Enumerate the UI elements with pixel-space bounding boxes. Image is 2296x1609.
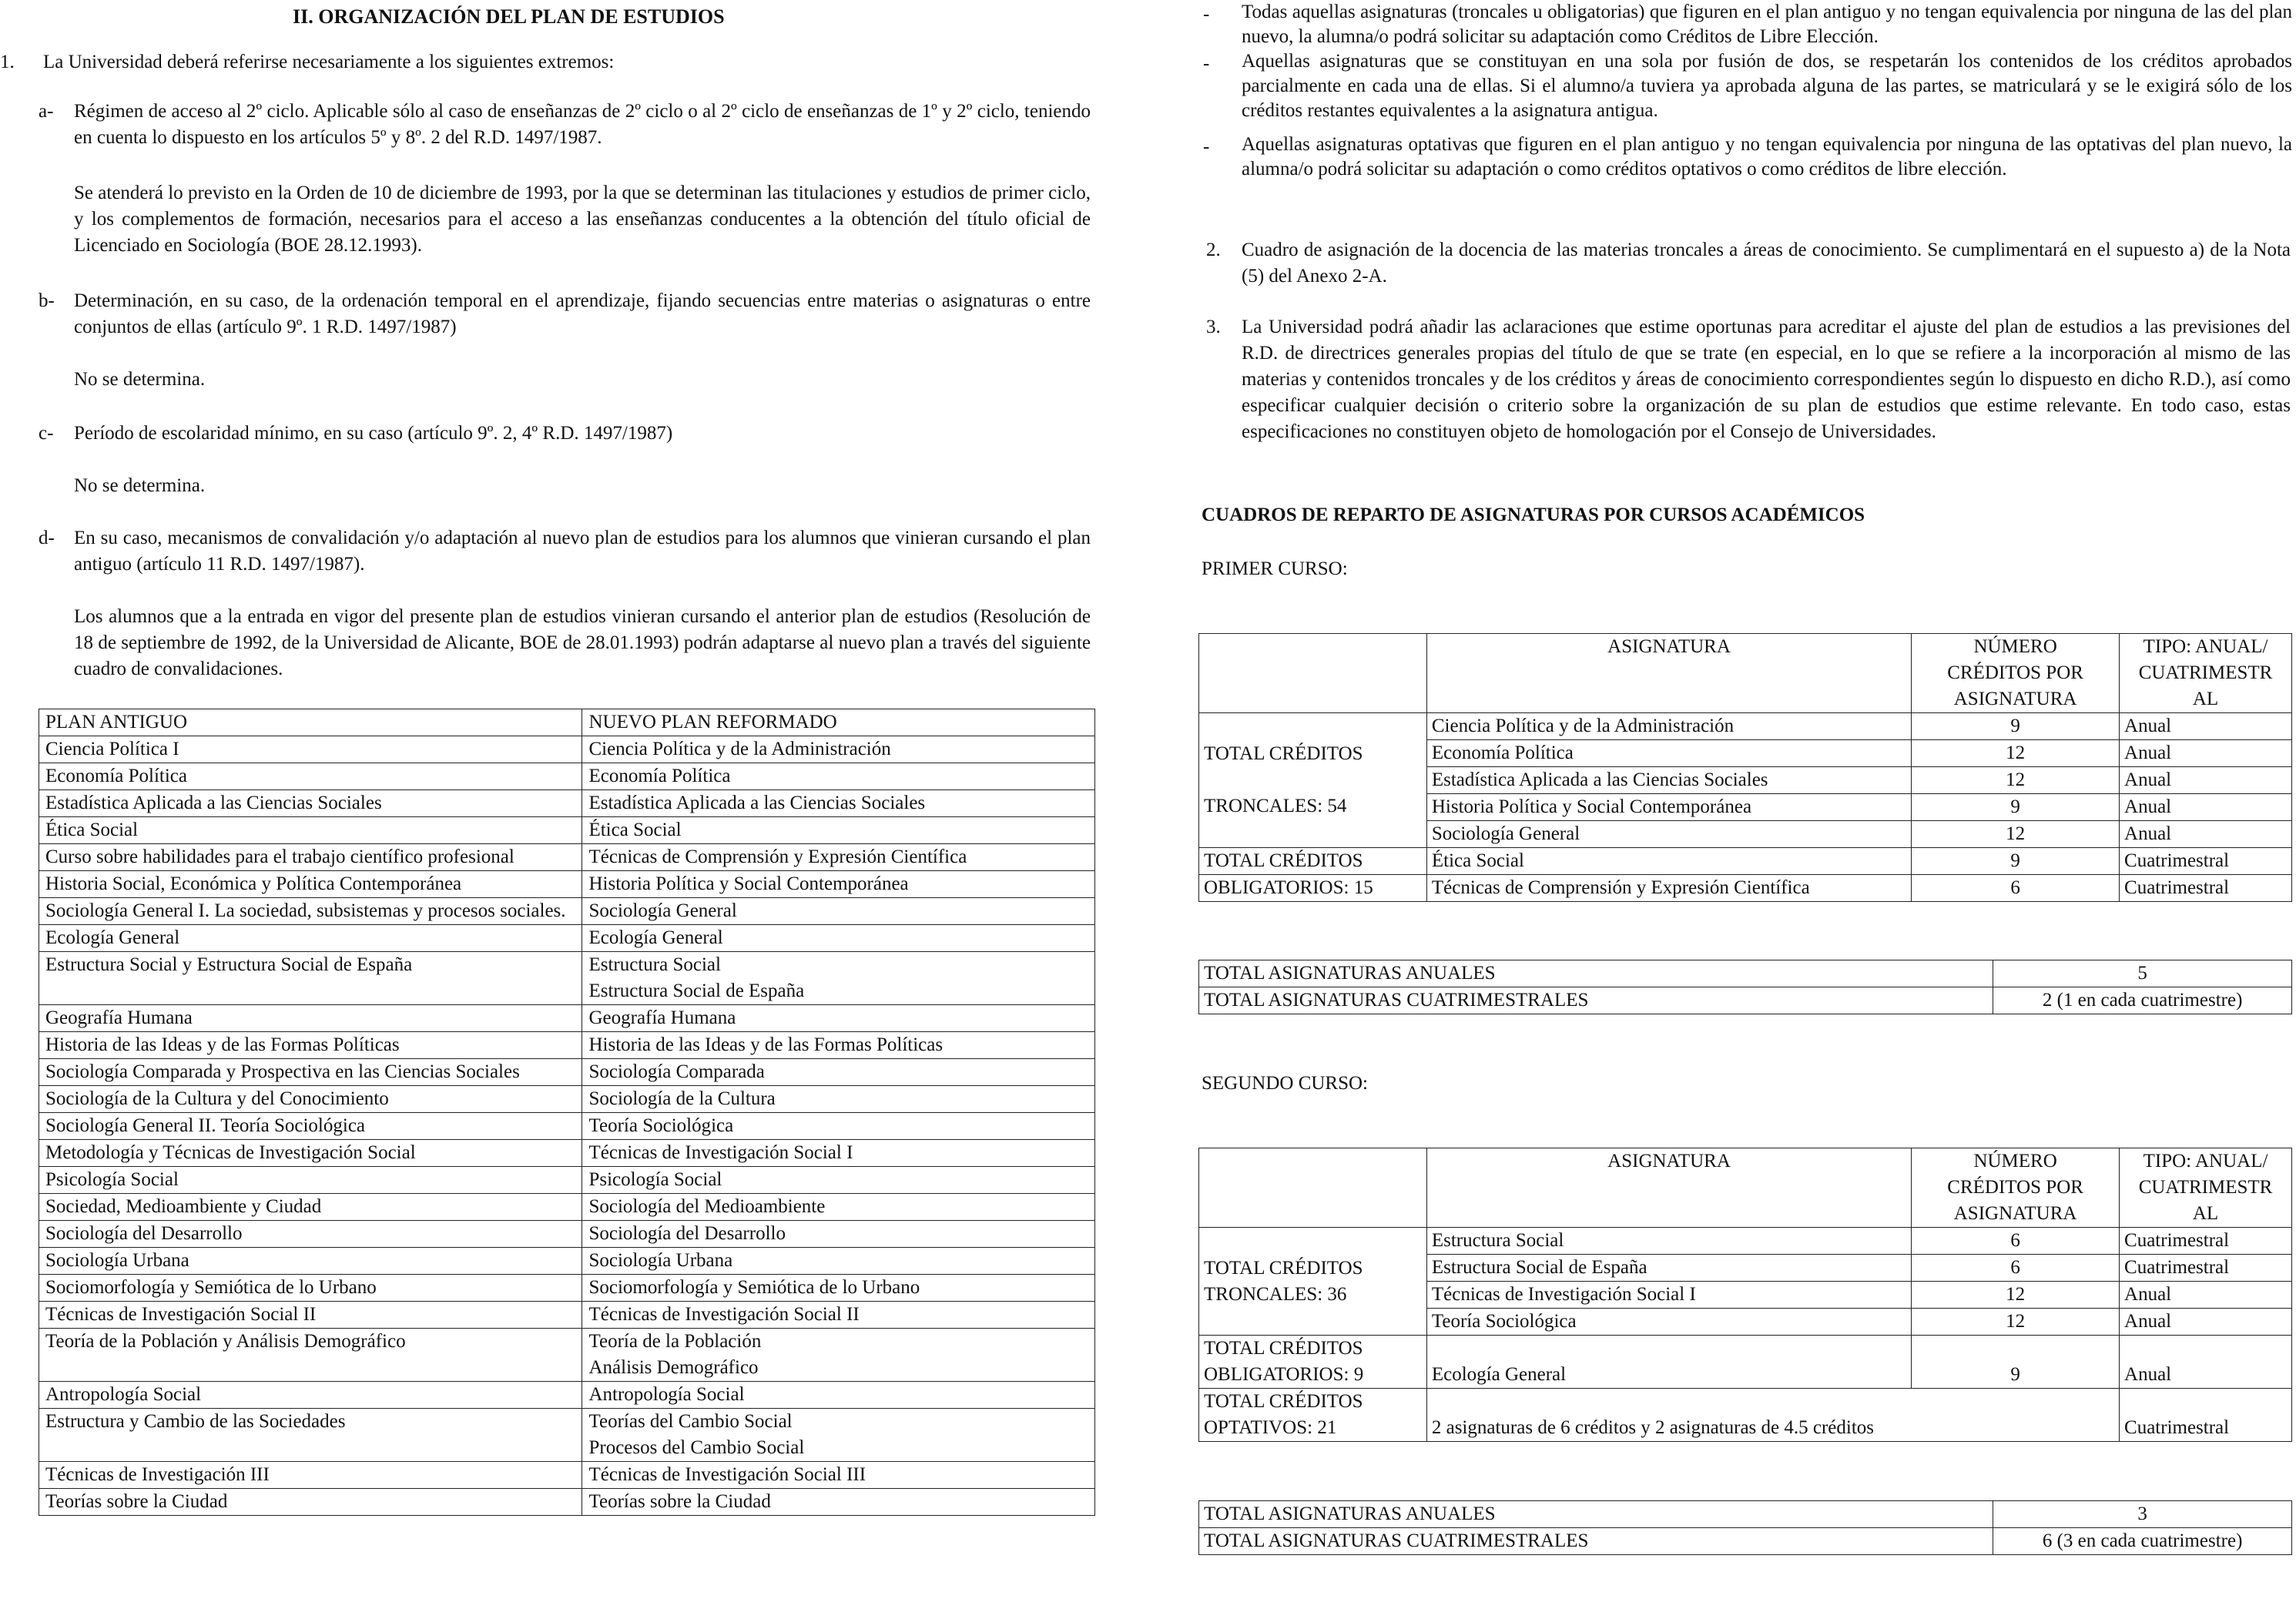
convalidation-row xyxy=(39,1409,1095,1462)
type-value: Anual xyxy=(2120,1309,2292,1336)
item-b-text: Determinación, en su caso, de la ordenación temporal en el aprendizaje, fijando secuencias entre materias o asignaturas o entre conjuntos de ellas (artículo 9º. 1 R.D. 1497/1987) xyxy=(74,290,1091,337)
header-nuevo-plan: NUEVO PLAN REFORMADO xyxy=(582,709,1095,736)
nuevo-plan-cell: Ecología General xyxy=(582,925,1095,952)
item-1-text: La Universidad deberá referirse necesariamente a los siguientes extremos: xyxy=(43,52,615,72)
nuevo-plan-cell: Técnicas de Comprensión y Expresión Científica xyxy=(582,844,1095,871)
type-value: Anual xyxy=(2120,713,2292,740)
summary-row-anuales xyxy=(1199,1501,2292,1528)
summary-row-cuatrimestrales xyxy=(1199,1528,2292,1555)
subject-name: Economía Política xyxy=(1426,740,1911,767)
type-value: Anual xyxy=(2120,767,2292,794)
plan-antiguo-cell: Ética Social xyxy=(39,817,582,844)
header-asignatura: ASIGNATURA xyxy=(1426,634,1911,713)
convalidation-row xyxy=(39,1140,1095,1167)
convalidation-row xyxy=(39,1248,1095,1275)
troncales-value: TRONCALES: 36 xyxy=(1204,1283,1347,1305)
nuevo-plan-cell: Sociología General xyxy=(582,898,1095,925)
type-value: Cuatrimestral xyxy=(2120,1228,2292,1255)
troncales-group-cell xyxy=(1199,1228,1427,1336)
convalidation-table xyxy=(39,709,1095,1516)
convalidation-row xyxy=(39,844,1095,871)
section-title: II. ORGANIZACIÓN DEL PLAN DE ESTUDIOS xyxy=(293,5,725,28)
subject-name: Estructura Social de España xyxy=(1426,1255,1911,1282)
nuevo-plan-cell: Ciencia Política y de la Administración xyxy=(582,736,1095,763)
plan-antiguo-cell: Ciencia Política I xyxy=(39,736,582,763)
header-empty-cell xyxy=(1199,634,1427,713)
convalidation-row xyxy=(39,1489,1095,1516)
cuadros-title: CUADROS DE REPARTO DE ASIGNATURAS POR CURSOS ACADÉMICOS xyxy=(1202,504,1865,525)
credits-value: 9 xyxy=(1912,794,2120,821)
plan-antiguo-cell: Ecología General xyxy=(39,925,582,952)
summary-anuales-label: TOTAL ASIGNATURAS ANUALES xyxy=(1199,1501,1993,1528)
item-3-number: 3. xyxy=(1206,317,1221,337)
convalidation-row xyxy=(39,898,1095,925)
obligatorios-group-cell xyxy=(1199,1336,1427,1389)
nuevo-plan-cell: Sociología Urbana xyxy=(582,1248,1095,1275)
type-value: Anual xyxy=(2120,821,2292,848)
credits-value: 12 xyxy=(1912,740,2120,767)
table-header-row xyxy=(1199,1148,2292,1228)
item-c-marker: c- xyxy=(39,423,54,444)
subject-name: Sociología General xyxy=(1426,821,1911,848)
subject-name: Ecología General xyxy=(1426,1336,1911,1389)
plan-antiguo-cell: Estadística Aplicada a las Ciencias Sociales xyxy=(39,790,582,817)
type-value: Cuatrimestral xyxy=(2120,1389,2292,1442)
plan-antiguo-cell: Metodología y Técnicas de Investigación Social xyxy=(39,1140,582,1167)
troncales-value: TRONCALES: 54 xyxy=(1204,796,1347,816)
convalidation-row xyxy=(39,763,1095,790)
convalidation-row xyxy=(39,1221,1095,1248)
subject-name: Técnicas de Investigación Social I xyxy=(1426,1282,1911,1309)
primer-curso-summary xyxy=(1198,960,2292,1014)
header-empty-cell xyxy=(1199,1148,1427,1228)
segundo-curso-summary xyxy=(1198,1500,2292,1555)
plan-antiguo-cell: Teorías sobre la Ciudad xyxy=(39,1489,582,1516)
subject-name: Estadística Aplicada a las Ciencias Sociales xyxy=(1426,767,1911,794)
nuevo-plan-cell: Historia de las Ideas y de las Formas Políticas xyxy=(582,1032,1095,1059)
credits-value: 9 xyxy=(1912,1336,2120,1389)
nuevo-plan-cell: Teorías sobre la Ciudad xyxy=(582,1489,1095,1516)
nuevo-plan-cell: Sociología de la Cultura xyxy=(582,1086,1095,1113)
item-d-paragraph: Los alumnos que a la entrada en vigor del presente plan de estudios vinieran cursando el anterior plan de estudios (Resolución de 18 de septiembre de 1992, de la Universidad de Alicante, BOE de 28.01.1993) podrán adaptarse al nuevo plan a través del siguiente cuadro de convalidaciones. xyxy=(74,606,1091,679)
course-row xyxy=(1199,713,2292,740)
credits-value: 12 xyxy=(1912,1282,2120,1309)
type-value: Cuatrimestral xyxy=(2120,875,2292,902)
plan-antiguo-cell: Estructura Social y Estructura Social de España xyxy=(39,952,582,1005)
header-numero-creditos: NÚMERO CRÉDITOS POR ASIGNATURA xyxy=(1912,634,2120,713)
nuevo-plan-cell: Teoría de la Población Análisis Demográfico xyxy=(582,1329,1095,1382)
table-header-row xyxy=(1199,634,2292,713)
credits-value: 12 xyxy=(1912,1309,2120,1336)
convalidation-row xyxy=(39,736,1095,763)
primer-curso-label: PRIMER CURSO: xyxy=(1202,558,1348,579)
segundo-curso-label: SEGUNDO CURSO: xyxy=(1202,1073,1369,1094)
segundo-curso-table xyxy=(1198,1148,2292,1442)
obligatorios-value: OBLIGATORIOS: 9 xyxy=(1204,1364,1364,1385)
header-numero-creditos: NÚMERO CRÉDITOS POR ASIGNATURA xyxy=(1912,1148,2120,1228)
item-c-text: Período de escolaridad mínimo, en su caso (artículo 9º. 2, 4º R.D. 1497/1987) xyxy=(74,423,673,444)
plan-antiguo-cell: Economía Política xyxy=(39,763,582,790)
nuevo-plan-cell: Técnicas de Investigación Social III xyxy=(582,1462,1095,1489)
nuevo-plan-cell: Ética Social xyxy=(582,817,1095,844)
subject-name: Teoría Sociológica xyxy=(1426,1309,1911,1336)
obligatorios-label: TOTAL CRÉDITOS xyxy=(1199,848,1427,875)
type-value: Anual xyxy=(2120,1336,2292,1389)
course-row xyxy=(1199,1336,2292,1389)
item-1-number: 1. xyxy=(0,52,15,72)
summary-anuales-label: TOTAL ASIGNATURAS ANUALES xyxy=(1199,960,1993,987)
nuevo-plan-cell: Sociología del Desarrollo xyxy=(582,1221,1095,1248)
convalidation-row xyxy=(39,1005,1095,1032)
nuevo-plan-cell: Teorías del Cambio Social Procesos del Cambio Social xyxy=(582,1409,1095,1462)
nuevo-plan-cell: Técnicas de Investigación Social II xyxy=(582,1302,1095,1329)
course-row xyxy=(1199,875,2292,902)
primer-curso-table xyxy=(1198,633,2292,902)
subject-name: 2 asignaturas de 6 créditos y 2 asignaturas de 4.5 créditos xyxy=(1426,1389,2119,1442)
convalidation-row xyxy=(39,1059,1095,1086)
plan-antiguo-cell: Técnicas de Investigación Social II xyxy=(39,1302,582,1329)
type-value: Cuatrimestral xyxy=(2120,848,2292,875)
summary-row-anuales xyxy=(1199,960,2292,987)
plan-antiguo-cell: Sociología del Desarrollo xyxy=(39,1221,582,1248)
plan-antiguo-cell: Sociomorfología y Semiótica de lo Urbano xyxy=(39,1275,582,1302)
obligatorios-label: TOTAL CRÉDITOS xyxy=(1204,1338,1363,1359)
item-d-marker: d- xyxy=(39,528,55,548)
header-asignatura: ASIGNATURA xyxy=(1426,1148,1911,1228)
summary-cuatrimestrales-label: TOTAL ASIGNATURAS CUATRIMESTRALES xyxy=(1199,987,1993,1014)
adaptation-rule-text: Aquellas asignaturas optativas que figuren en el plan antiguo y no tengan equivalencia por ninguna de las optativas del plan nuevo, la alumna/o podrá solicitar su adaptación o como créditos optativos o como créditos de libre elección. xyxy=(1242,134,2292,179)
nuevo-plan-cell: Historia Política y Social Contemporánea xyxy=(582,871,1095,898)
optativos-label: TOTAL CRÉDITOS xyxy=(1204,1391,1363,1412)
summary-cuatrimestrales-label: TOTAL ASIGNATURAS CUATRIMESTRALES xyxy=(1199,1528,1993,1555)
item-3-text: La Universidad podrá añadir las aclaraciones que estime oportunas para acreditar el ajuste del plan de estudios a las previsiones del R.D. de directrices generales propias del título de que se trate (en especial, en lo que se refiere a la incorporación al mismo de las materias y contenidos troncales y de los créditos y áreas de conocimiento correspondientes según lo dispuesto en dicho R.D.), así como especificar cualquier decisión o criterio sobre la organización de su plan de estudios que estime relevante. En todo caso, estas especificaciones no constituyen objeto de homologación por el Consejo de Universidades. xyxy=(1242,317,2291,442)
convalidation-row xyxy=(39,925,1095,952)
subject-name: Técnicas de Comprensión y Expresión Científica xyxy=(1426,875,1911,902)
convalidation-row xyxy=(39,1302,1095,1329)
summary-cuatrimestrales-value: 2 (1 en cada cuatrimestre) xyxy=(1993,987,2292,1014)
credits-value: 9 xyxy=(1912,713,2120,740)
nuevo-plan-cell: Antropología Social xyxy=(582,1382,1095,1409)
convalidation-row xyxy=(39,817,1095,844)
credits-value: 12 xyxy=(1912,821,2120,848)
item-2-number: 2. xyxy=(1206,240,1221,260)
credits-value: 12 xyxy=(1912,767,2120,794)
convalidation-row xyxy=(39,1382,1095,1409)
optativos-group-cell xyxy=(1199,1389,1427,1442)
plan-antiguo-cell: Sociología General I. La sociedad, subsistemas y procesos sociales. xyxy=(39,898,582,925)
convalidation-row xyxy=(39,1032,1095,1059)
type-value: Anual xyxy=(2120,1282,2292,1309)
item-b-marker: b- xyxy=(39,290,55,311)
convalidation-row xyxy=(39,952,1095,1005)
plan-antiguo-cell: Historia de las Ideas y de las Formas Políticas xyxy=(39,1032,582,1059)
credits-value: 6 xyxy=(1912,875,2120,902)
header-plan-antiguo: PLAN ANTIGUO xyxy=(39,709,582,736)
obligatorios-value: OBLIGATORIOS: 15 xyxy=(1199,875,1427,902)
type-value: Cuatrimestral xyxy=(2120,1255,2292,1282)
nuevo-plan-cell: Geografía Humana xyxy=(582,1005,1095,1032)
troncales-label: TOTAL CRÉDITOS xyxy=(1204,743,1363,764)
type-value: Anual xyxy=(2120,794,2292,821)
troncales-group-cell xyxy=(1199,713,1427,848)
plan-antiguo-cell: Geografía Humana xyxy=(39,1005,582,1032)
plan-antiguo-cell: Psicología Social xyxy=(39,1167,582,1194)
plan-antiguo-cell: Estructura y Cambio de las Sociedades xyxy=(39,1409,582,1462)
nuevo-plan-cell: Psicología Social xyxy=(582,1167,1095,1194)
adaptation-rule-text: Todas aquellas asignaturas (troncales u obligatorias) que figuren en el plan antiguo y no tengan equivalencia por ninguna de las del plan nuevo, la alumna/o podrá solicitar su adaptación como Créditos de Libre Elección. xyxy=(1242,2,2292,47)
subject-name: Ciencia Política y de la Administración xyxy=(1426,713,1911,740)
adaptation-rule-text: Aquellas asignaturas que se constituyan en una sola por fusión de dos, se respetarán los contenidos de los créditos aprobados parcialmente en cada una de ellas. Si el alumno/a tuviera ya aprobada alguna de las partes, se matriculará y se le exigirá sólo de los créditos restantes equivalentes a la asignatura antigua. xyxy=(1242,51,2292,121)
item-a-text: Régimen de acceso al 2º ciclo. Aplicable sólo al caso de enseñanzas de 2º ciclo o al 2º ciclo de enseñanzas de 1º y 2º ciclo, teniendo en cuenta lo dispuesto en los artículos 5º y 8º. 2 del R.D. 1497/1987. xyxy=(74,101,1091,148)
troncales-label: TOTAL CRÉDITOS xyxy=(1204,1257,1363,1279)
nuevo-plan-cell: Sociología del Medioambiente xyxy=(582,1194,1095,1221)
credits-value: 6 xyxy=(1912,1255,2120,1282)
optativos-value: OPTATIVOS: 21 xyxy=(1204,1417,1337,1438)
summary-cuatrimestrales-value: 6 (3 en cada cuatrimestre) xyxy=(1993,1528,2292,1555)
summary-anuales-value: 3 xyxy=(1993,1501,2292,1528)
convalidation-row xyxy=(39,1275,1095,1302)
header-tipo: TIPO: ANUAL/ CUATRIMESTR AL xyxy=(2120,1148,2292,1228)
type-value: Anual xyxy=(2120,740,2292,767)
convalidation-row xyxy=(39,1329,1095,1382)
course-row xyxy=(1199,848,2292,875)
plan-antiguo-cell: Sociología Urbana xyxy=(39,1248,582,1275)
nuevo-plan-cell: Sociomorfología y Semiótica de lo Urbano xyxy=(582,1275,1095,1302)
nuevo-plan-cell: Sociología Comparada xyxy=(582,1059,1095,1086)
convalidation-row xyxy=(39,1462,1095,1489)
credits-value: 9 xyxy=(1912,848,2120,875)
subject-name: Ética Social xyxy=(1426,848,1911,875)
dash-bullet: - xyxy=(1203,136,1210,157)
summary-anuales-value: 5 xyxy=(1993,960,2292,987)
convalidation-header-row xyxy=(39,709,1095,736)
convalidation-row xyxy=(39,1113,1095,1140)
nuevo-plan-cell: Teoría Sociológica xyxy=(582,1113,1095,1140)
item-a-paragraph: Se atenderá lo previsto en la Orden de 10 de diciembre de 1993, por la que se determinan las titulaciones y estudios de primer ciclo, y los complementos de formación, necesarios para el acceso a las enseñanzas conducentes a la obtención del título oficial de Licenciado en Sociología (BOE 28.12.1993). xyxy=(74,183,1091,256)
nuevo-plan-cell: Estadística Aplicada a las Ciencias Sociales xyxy=(582,790,1095,817)
convalidation-row xyxy=(39,1086,1095,1113)
plan-antiguo-cell: Técnicas de Investigación III xyxy=(39,1462,582,1489)
dash-bullet: - xyxy=(1203,53,1210,74)
convalidation-row xyxy=(39,790,1095,817)
nuevo-plan-cell: Técnicas de Investigación Social I xyxy=(582,1140,1095,1167)
dash-bullet: - xyxy=(1203,4,1210,25)
credits-value: 6 xyxy=(1912,1228,2120,1255)
plan-antiguo-cell: Antropología Social xyxy=(39,1382,582,1409)
item-d-text: En su caso, mecanismos de convalidación y/o adaptación al nuevo plan de estudios para los alumnos que vinieran cursando el plan antiguo (artículo 11 R.D. 1497/1987). xyxy=(74,528,1091,575)
convalidation-row xyxy=(39,1167,1095,1194)
item-2-text: Cuadro de asignación de la docencia de las materias troncales a áreas de conocimiento. Se cumplimentará en el supuesto a) de la Nota (5) del Anexo 2-A. xyxy=(1242,240,2291,287)
course-row xyxy=(1199,1389,2292,1442)
plan-antiguo-cell: Curso sobre habilidades para el trabajo científico profesional xyxy=(39,844,582,871)
subject-name: Estructura Social xyxy=(1426,1228,1911,1255)
plan-antiguo-cell: Historia Social, Económica y Política Contemporánea xyxy=(39,871,582,898)
item-a-marker: a- xyxy=(39,101,54,122)
plan-antiguo-cell: Sociología Comparada y Prospectiva en las Ciencias Sociales xyxy=(39,1059,582,1086)
plan-antiguo-cell: Sociedad, Medioambiente y Ciudad xyxy=(39,1194,582,1221)
item-c-answer: No se determina. xyxy=(74,475,206,496)
subject-name: Historia Política y Social Contemporánea xyxy=(1426,794,1911,821)
convalidation-row xyxy=(39,871,1095,898)
header-tipo: TIPO: ANUAL/ CUATRIMESTR AL xyxy=(2120,634,2292,713)
course-row xyxy=(1199,1228,2292,1255)
nuevo-plan-cell: Economía Política xyxy=(582,763,1095,790)
plan-antiguo-cell: Sociología de la Cultura y del Conocimiento xyxy=(39,1086,582,1113)
summary-row-cuatrimestrales xyxy=(1199,987,2292,1014)
convalidation-row xyxy=(39,1194,1095,1221)
plan-antiguo-cell: Teoría de la Población y Análisis Demográfico xyxy=(39,1329,582,1382)
nuevo-plan-cell: Estructura Social Estructura Social de España xyxy=(582,952,1095,1005)
plan-antiguo-cell: Sociología General II. Teoría Sociológica xyxy=(39,1113,582,1140)
item-b-answer: No se determina. xyxy=(74,369,206,390)
